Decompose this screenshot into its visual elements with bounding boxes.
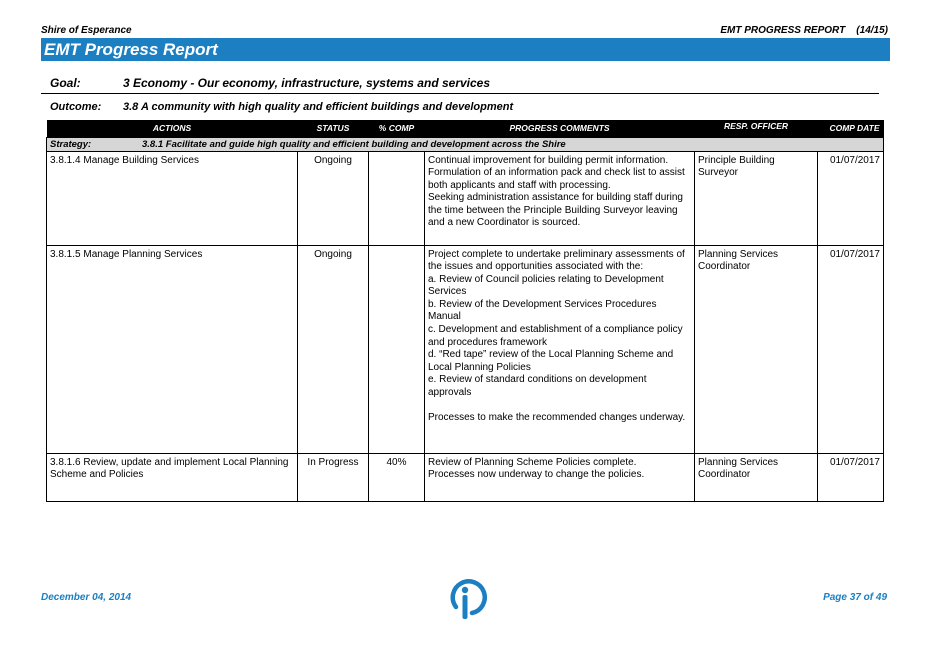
header-actions: ACTIONS [47,120,298,137]
comment-line: Processes now underway to change the policies. [428,469,645,481]
comment-spacer [428,400,691,413]
strategy-row [47,137,884,151]
progress-table [46,120,884,502]
strategy-cell [47,137,884,151]
officer-cell: Planning Services Coordinator [695,245,818,453]
comments-cell [425,151,695,245]
comment-line: Project complete to undertake preliminary assessments of the issues and opportunities associated with the: [428,248,685,273]
pct-complete-cell: 40% [369,453,425,501]
comment-line: d. “Red tape” review of the Local Planning Scheme and Local Planning Policies [428,349,674,373]
footer-date: December 04, 2014 [41,592,132,603]
comments-cell [425,245,695,453]
action-cell: 3.8.1.5 Manage Planning Services [47,245,298,453]
footer-page-number: Page 37 of 49 [823,592,887,603]
outcome-label: Outcome: [50,101,102,113]
action-cell: 3.8.1.6 Review, update and implement Local Planning Scheme and Policies [47,453,298,501]
comment-line: Processes to make the recommended changes underway. [428,412,686,424]
table-row [47,245,884,453]
pct-complete-cell [369,151,425,245]
comment-line: c. Development and establishment of a compliance policy and procedures framework [428,324,683,348]
header-comp-date: COMP DATE [818,120,884,137]
title-banner [41,38,890,61]
comment-line: e. Review of standard conditions on development approvals [428,374,647,399]
page-title: EMT Progress Report [44,40,218,59]
comment-line: Continual improvement for building permit information. [428,154,669,166]
comp-date-cell: 01/07/2017 [818,151,884,245]
outcome-text: 3.8 A community with high quality and efficient buildings and development [123,101,514,113]
action-cell: 3.8.1.4 Manage Building Services [47,151,298,245]
comment-line: b. Review of the Development Services Procedures Manual [428,298,657,323]
goal-label: Goal: [50,76,81,90]
header-resp-officer: RESP. OFFICER [695,120,818,137]
status-cell: In Progress [298,453,369,501]
pct-complete-cell [369,245,425,453]
officer-cell: Principle Building Surveyor [695,151,818,245]
comp-date-cell: 01/07/2017 [818,453,884,501]
strategy-label: Strategy: [50,138,92,150]
table-row [47,151,884,245]
comments-cell [425,453,695,501]
officer-cell: Planning Services Coordinator [695,453,818,501]
organisation-name: Shire of Esperance [41,25,132,36]
strategy-text: 3.8.1 Facilitate and guide high quality and efficient building and development across the Shire [142,138,566,150]
comment-line: Formulation of an information pack and check list to assist both applicants and staff with processing. [428,167,685,191]
comment-line: Review of Planning Scheme Policies complete. [428,456,637,468]
comp-date-cell: 01/07/2017 [818,245,884,453]
status-cell: Ongoing [298,245,369,453]
status-cell: Ongoing [298,151,369,245]
comment-line: Seeking administration assistance for building staff during the time between the Principle Building Surveyor leaving and a new Coordinator is sourced. [428,192,683,229]
report-tag: EMT PROGRESS REPORT (14/15) [720,25,888,36]
table-row [47,453,884,501]
header-progress-comments: PROGRESS COMMENTS [425,120,695,137]
table-header-row [47,120,884,137]
header-pct-complete: % COMP [369,120,425,137]
header-status: STATUS [298,120,369,137]
comment-line: a. Review of Council policies relating to Development Services [428,273,664,298]
goal-text: 3 Economy - Our economy, infrastructure, systems and services [123,76,491,90]
goal-divider [41,93,879,94]
i-info-logo-icon [443,577,487,619]
